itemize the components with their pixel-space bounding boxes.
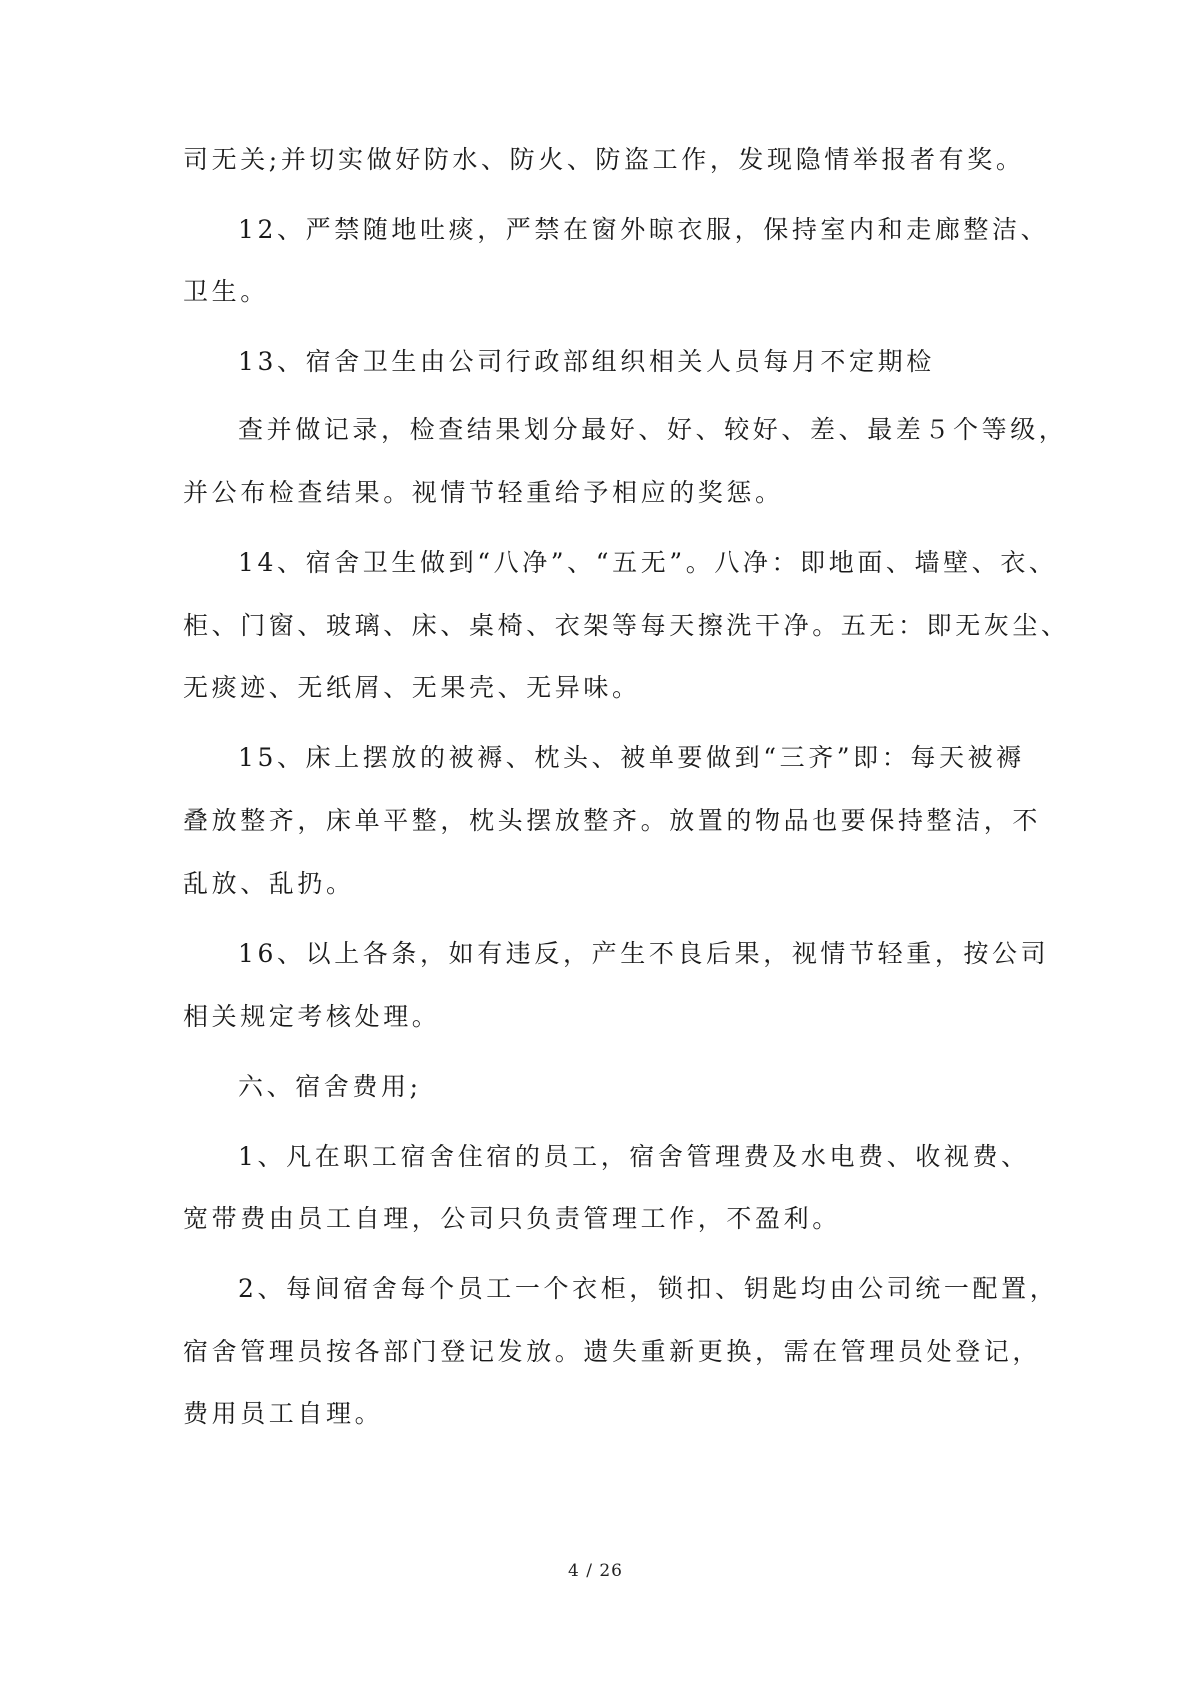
text-line: 13、宿舍卫生由公司行政部组织相关人员每月不定期检 bbox=[238, 347, 935, 376]
text-line: 卫生。 bbox=[183, 277, 269, 306]
text-line: 叠放整齐，床单平整，枕头摆放整齐。放置的物品也要保持整洁，不 bbox=[183, 806, 1042, 835]
text-line: 乱放、乱扔。 bbox=[183, 869, 355, 898]
text-line: 16、以上各条，如有违反，产生不良后果，视情节轻重，按公司 bbox=[238, 939, 1050, 968]
page-number: 4 / 26 bbox=[568, 1561, 623, 1581]
text-line: 宽带费由员工自理，公司只负责管理工作，不盈利。 bbox=[183, 1204, 841, 1233]
text-line: 柜、门窗、玻璃、床、桌椅、衣架等每天擦洗干净。五无：即无灰尘、 bbox=[183, 611, 1070, 640]
text-line: 2、每间宿舍每个员工一个衣柜，锁扣、钥匙均由公司统一配置， bbox=[238, 1274, 1059, 1303]
text-line: 无痰迹、无纸屑、无果壳、无异味。 bbox=[183, 673, 641, 702]
text-line: 相关规定考核处理。 bbox=[183, 1002, 441, 1031]
text-line: 查并做记录，检查结果划分最好、好、较好、差、最差５个等级， bbox=[238, 415, 1068, 444]
text-line: 宿舍管理员按各部门登记发放。遗失重新更换，需在管理员处登记， bbox=[183, 1337, 1042, 1366]
text-line: 15、床上摆放的被褥、枕头、被单要做到“三齐”即：每天被褥 bbox=[238, 743, 1025, 772]
text-line: 并公布检查结果。视情节轻重给予相应的奖惩。 bbox=[183, 478, 784, 507]
text-line: 司无关;并切实做好防水、防火、防盗工作，发现隐情举报者有奖。 bbox=[183, 145, 1025, 174]
text-line: 12、严禁随地吐痰，严禁在窗外晾衣服，保持室内和走廊整洁、 bbox=[238, 215, 1050, 244]
section-heading: 六、宿舍费用; bbox=[238, 1072, 422, 1101]
text-line: 14、宿舍卫生做到“八净”、“五无”。八净：即地面、墙壁、衣、 bbox=[238, 548, 1058, 577]
text-line: 1、凡在职工宿舍住宿的员工，宿舍管理费及水电费、收视费、 bbox=[238, 1142, 1030, 1171]
text-line: 费用员工自理。 bbox=[183, 1399, 384, 1428]
